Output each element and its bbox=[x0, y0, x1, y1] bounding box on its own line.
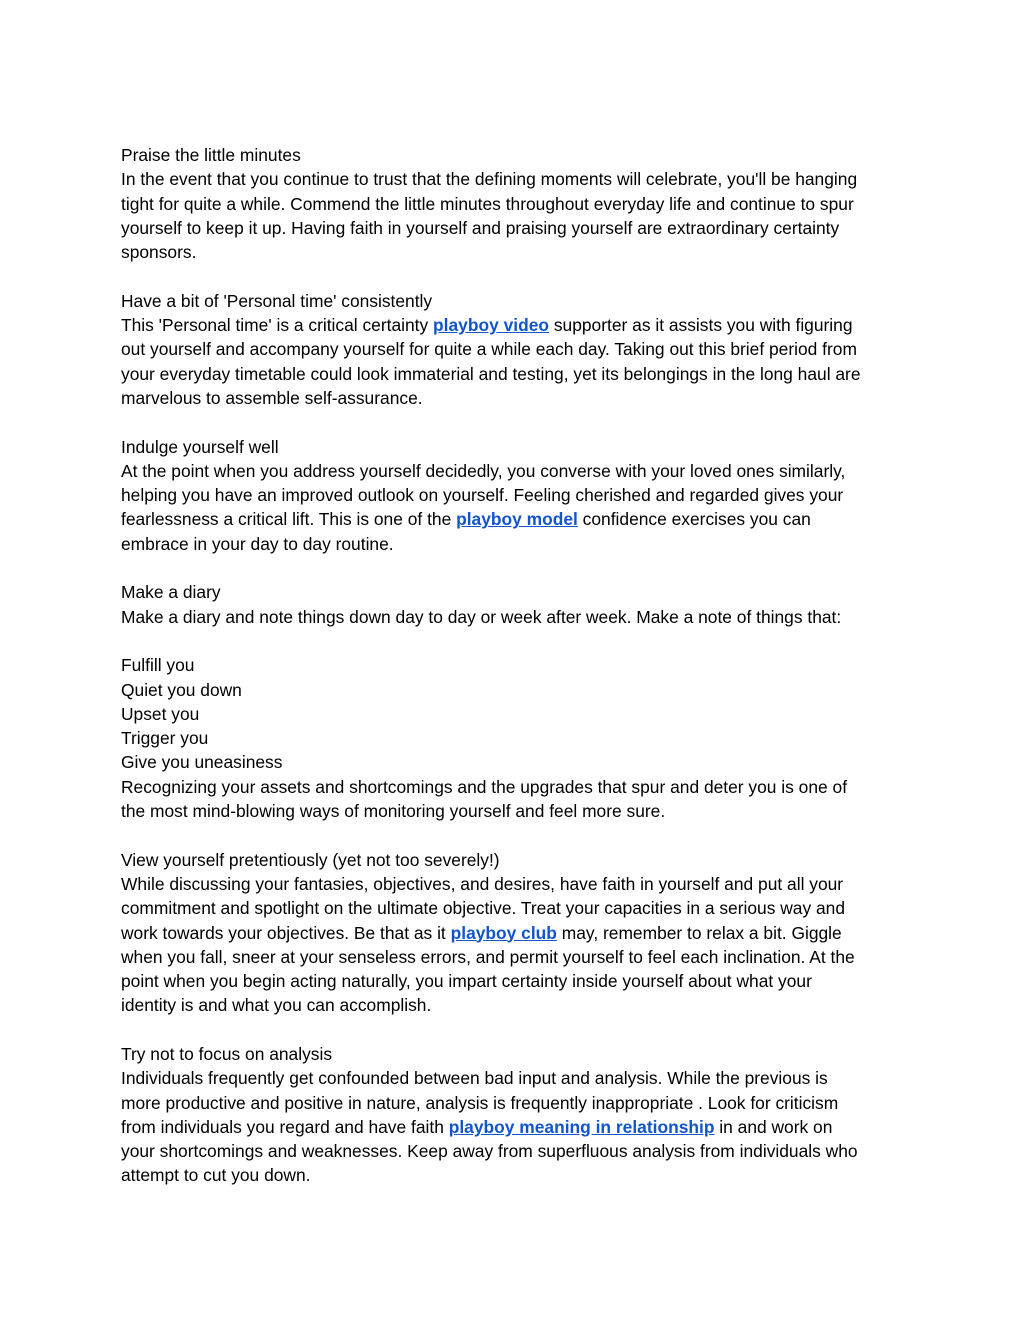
paragraph-line: your shortcomings and weaknesses. Keep away from superfluous analysis from individuals who bbox=[121, 1141, 858, 1162]
section-indulge bbox=[121, 435, 911, 556]
paragraph-line: tight for quite a while. Commend the little minutes throughout everyday life and continue to spur bbox=[121, 193, 854, 214]
paragraph-line: commitment and spotlight on the ultimate objective. Treat your capacities in a serious way and bbox=[121, 898, 846, 919]
list-item: Give you uneasiness bbox=[121, 752, 283, 773]
section-diary-list bbox=[121, 653, 911, 823]
link-playboy-club[interactable]: playboy club bbox=[450, 922, 557, 943]
paragraph-line: more productive and positive in nature, analysis is frequently inappropriate . Look for criticism bbox=[121, 1092, 839, 1113]
list-item: Quiet you down bbox=[121, 679, 242, 700]
paragraph-line: attempt to cut you down. bbox=[121, 1165, 311, 1186]
paragraph-line: identity is and what you can accomplish. bbox=[121, 995, 432, 1016]
paragraph-line: helping you have an improved outlook on yourself. Feeling cherished and regarded gives your bbox=[121, 485, 844, 506]
link-playboy-model[interactable]: playboy model bbox=[456, 509, 578, 530]
link-playboy-meaning-in-relationship[interactable]: playboy meaning in relationship bbox=[448, 1116, 715, 1137]
paragraph-line: While discussing your fantasies, objectives, and desires, have faith in yourself and put all your bbox=[121, 873, 844, 894]
paragraph-line: At the point when you address yourself decidedly, you converse with your loved ones similarly, bbox=[121, 460, 846, 481]
section-heading: Have a bit of 'Personal time' consistently bbox=[121, 290, 433, 311]
paragraph-line: sponsors. bbox=[121, 242, 197, 263]
section-heading: Indulge yourself well bbox=[121, 436, 279, 457]
paragraph-line: work towards your objectives. Be that as it playboy club may, remember to relax a bit. Giggle bbox=[121, 922, 842, 943]
list-item: Upset you bbox=[121, 703, 200, 724]
paragraph-line: out yourself and accompany yourself for quite a while each day. Taking out this brief period from bbox=[121, 339, 857, 360]
section-personal-time bbox=[121, 289, 911, 410]
section-heading: Try not to focus on analysis bbox=[121, 1043, 333, 1064]
link-playboy-video[interactable]: playboy video bbox=[433, 315, 550, 336]
paragraph-line: point when you begin acting naturally, you impart certainty inside yourself about what your bbox=[121, 971, 812, 992]
paragraph-line: embrace in your day to day routine. bbox=[121, 533, 394, 554]
paragraph-line: In the event that you continue to trust that the defining moments will celebrate, you'll be hanging bbox=[121, 169, 858, 190]
section-praise bbox=[121, 143, 911, 264]
list-item: Trigger you bbox=[121, 728, 209, 749]
paragraph-line: the most mind-blowing ways of monitoring yourself and feel more sure. bbox=[121, 801, 666, 822]
paragraph-line: when you fall, sneer at your senseless errors, and permit yourself to feel each inclination. At the bbox=[121, 946, 855, 967]
section-diary bbox=[121, 580, 911, 629]
section-heading: View yourself pretentiously (yet not too severely!) bbox=[121, 849, 500, 870]
paragraph-line: Individuals frequently get confounded between bad input and analysis. While the previous is bbox=[121, 1068, 828, 1089]
list-item: Fulfill you bbox=[121, 655, 195, 676]
section-heading: Make a diary bbox=[121, 582, 221, 603]
paragraph-line: marvelous to assemble self-assurance. bbox=[121, 387, 423, 408]
paragraph-line: Make a diary and note things down day to day or week after week. Make a note of things that: bbox=[121, 606, 842, 627]
section-heading: Praise the little minutes bbox=[121, 145, 301, 165]
section-view-yourself bbox=[121, 848, 911, 1018]
paragraph-line: yourself to keep it up. Having faith in yourself and praising yourself are extraordinary certainty bbox=[121, 217, 840, 238]
paragraph-line: This 'Personal time' is a critical certainty playboy video supporter as it assists you with figuring bbox=[121, 315, 853, 336]
paragraph-line: your everyday timetable could look immaterial and testing, yet its belongings in the long haul are bbox=[121, 363, 861, 384]
document-page bbox=[121, 143, 911, 1212]
section-analysis bbox=[121, 1042, 911, 1188]
paragraph-line: Recognizing your assets and shortcomings and the upgrades that spur and deter you is one of bbox=[121, 776, 848, 797]
paragraph-line: fearlessness a critical lift. This is one of the playboy model confidence exercises you can bbox=[121, 509, 811, 530]
paragraph-line: from individuals you regard and have faith playboy meaning in relationship in and work on bbox=[121, 1116, 833, 1137]
